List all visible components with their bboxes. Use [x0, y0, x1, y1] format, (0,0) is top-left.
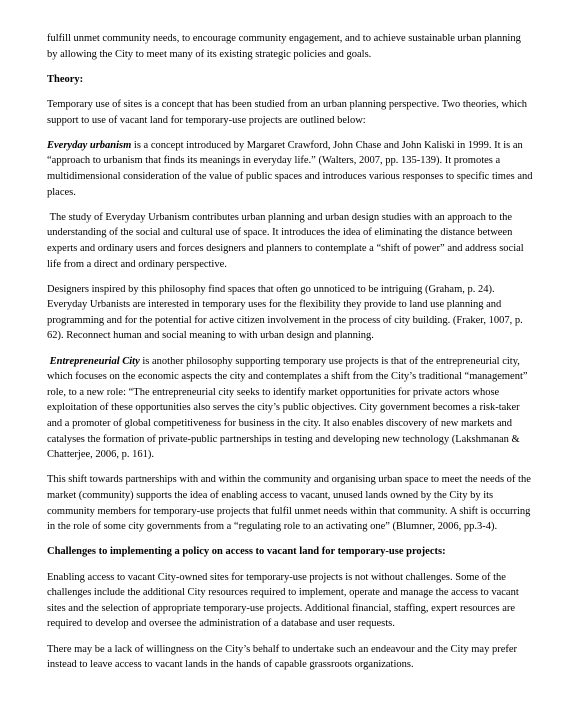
term-everyday-urbanism: Everyday urbanism	[47, 139, 132, 151]
paragraph-designers-inspired: Designers inspired by this philosophy find spaces that often go unnoticed to be intriguing (Graham, p. 24). Everyday Urbanists are interested in temporary uses for the flexibility they provide to land use planning and programming and for the potential for active citizen involvement in the process of city building. (Fraker, 1007, p. 62). Reconnect human and social meaning to with urban design and planning.	[47, 283, 523, 342]
challenges-heading: Challenges to implementing a policy on access to vacant land for temporary-use projects:	[47, 546, 446, 558]
paragraph-intro-continuation: fulfill unmet community needs, to encourage community engagement, and to achieve sustainable urban planning by allowing the City to meet many of its existing strategic policies and goals.	[47, 33, 521, 60]
paragraph-everyday-urbanism-text: is a concept introduced by Margaret Crawford, John Chase and John Kaliski in 1999. It is an “approach to urbanism that finds its meanings in everyday life.” (Walters, 2007, pp. 135-139). It promotes a multidimensional consideration of the value of public spaces and introduces various responses to specific times and places.	[47, 139, 533, 198]
paragraph-challenges: Enabling access to vacant City-owned sites for temporary-use projects is not without challenges. Some of the challenges include the additional City resources required to implement, operate and manage the access to vacant sites and the selection of appropriate temporary-use projects. Additional financial, staffing, expert resources are required to develop and oversee the administration of a database and user requests.	[47, 571, 519, 630]
paragraph-willingness: There may be a lack of willingness on the City’s behalf to undertake such an endeavour and the City may prefer instead to leave access to vacant lands in the hands of capable grassroots organizations.	[47, 643, 518, 671]
theory-heading: Theory:	[47, 73, 84, 85]
paragraph-entrepreneurial-city	[47, 354, 533, 463]
paragraph-partnerships-shift: This shift towards partnerships with and within the community and organising urban space to meet the needs of the market (community) supports the idea of enabling access to vacant, unused lands owned by the City by its community members for temporary-use projects that fulfil unmet needs within that community. A shift is occurring in the role of some city governments from a “regulating role to an activating one” (Blumner, 2006, pp.3-4).	[47, 474, 531, 533]
paragraph-entrepreneurial-city-text: is another philosophy supporting temporary use projects is that of the entrepreneurial city, which focuses on the economic aspects the city and contemplates a shift from the City’s traditional “management” role, to a new role: “The entrepreneurial city seeks to identify market opportunities for private actors whose exploitation of these opportunities also serves the city’s public objectives. City government becomes a risk-taker and a promoter of global competitiveness for business in the city. It also enables discovery of new markets and catalyses the formation of private-public partnerships in testing and developing new technology (Lakshmanan & Chatterjee, 2006, p. 161).	[47, 355, 528, 461]
term-entrepreneurial-city: Entrepreneurial City	[47, 355, 140, 367]
paragraph-study-everyday-urbanism: The study of Everyday Urbanism contributes urban planning and urban design studies with an approach to the understanding of the social and cultural use of space. It introduces the idea of eliminating the distance between experts and ordinary users and forces designers and planners to contemplate a “shift of power” and address social life from a direct and ordinary perspective.	[47, 211, 524, 270]
paragraph-theory-intro: Temporary use of sites is a concept that has been studied from an urban planning perspective. Two theories, which support to use of vacant land for temporary-use projects are outlined below:	[47, 98, 528, 126]
paragraph-everyday-urbanism	[47, 138, 533, 200]
